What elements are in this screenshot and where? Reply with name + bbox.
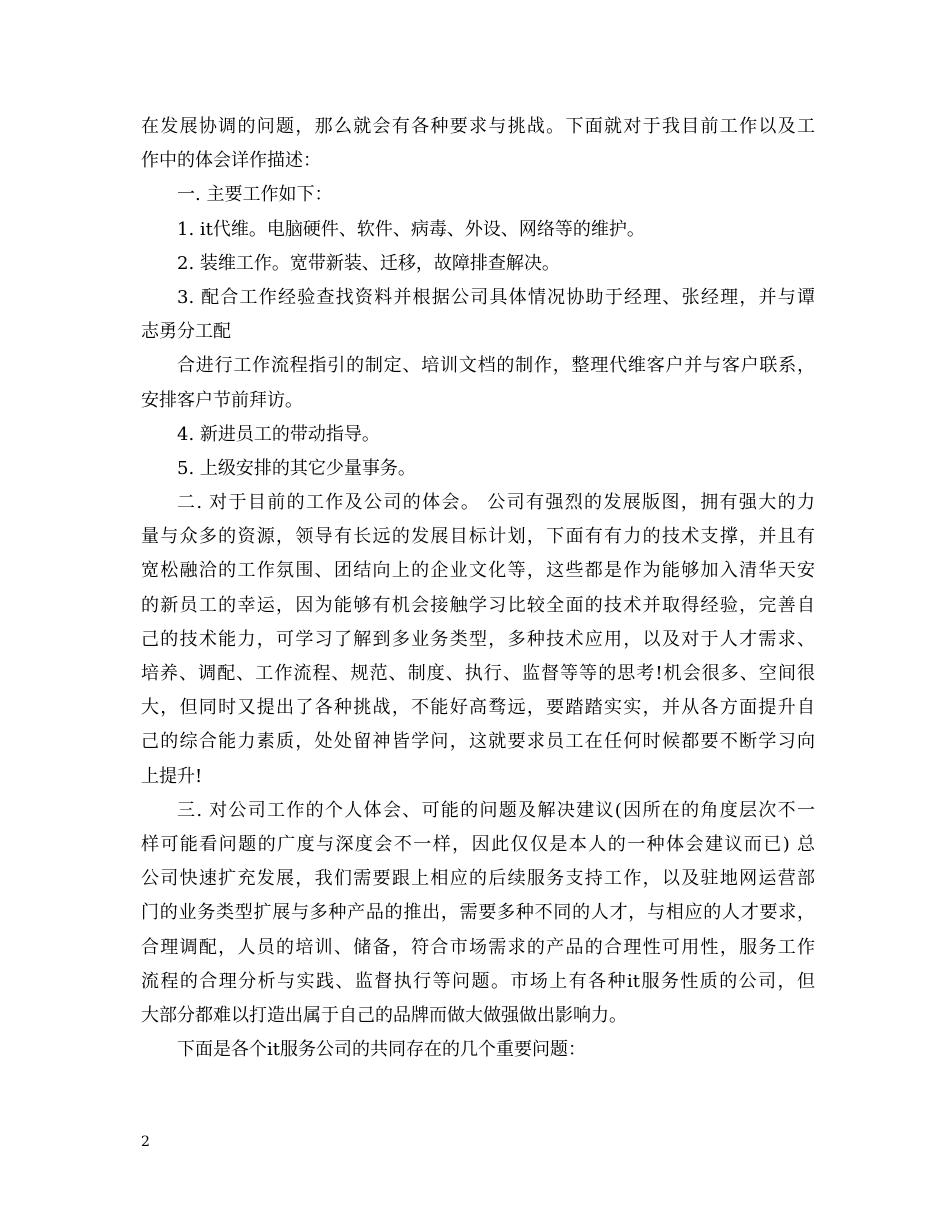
text-line: 大部分都难以打造出属于自己的品牌而做大做强做出影响力。 <box>141 1004 627 1026</box>
text-line: 流程的合理分析与实践、监督执行等问题。市场上有各种it服务性质的公司，但 <box>141 970 815 992</box>
text-line: 量与众多的资源，领导有长远的发展目标计划，下面有有力的技术支撑，并且有 <box>141 526 815 548</box>
text-line: 一. 主要工作如下： <box>177 184 333 206</box>
text-line: 门的业务类型扩展与多种产品的推出，需要多种不同的人才，与相应的人才要求， <box>141 902 815 924</box>
text-line: 己的综合能力素质，处处留神皆学问，这就要求员工在任何时候都要不断学习向 <box>141 731 815 753</box>
text-line: 上提升! <box>141 765 203 787</box>
text-line: 三. 对公司工作的个人体会、可能的问题及解决建议(因所在的角度层次不一 <box>177 799 815 821</box>
text-line: 合进行工作流程指引的制定、培训文档的制作，整理代维客户并与客户联系， <box>177 355 815 377</box>
text-line: 公司快速扩充发展，我们需要跟上相应的后续服务支持工作，以及驻地网运营部 <box>141 868 815 890</box>
text-line: 样可能看问题的广度与深度会不一样，因此仅仅是本人的一种体会建议而已) 总 <box>141 833 815 855</box>
text-line: 下面是各个it服务公司的共同存在的几个重要问题： <box>177 1039 586 1061</box>
text-line: 二. 对于目前的工作及公司的体会。 公司有强烈的发展版图，拥有强大的力 <box>177 492 815 514</box>
text-line: 在发展协调的问题，那么就会有各种要求与挑战。下面就对于我目前工作以及工 <box>141 116 815 137</box>
text-line: 大，但同时又提出了各种挑战，不能好高骛远，要踏踏实实，并从各方面提升自 <box>141 697 815 719</box>
text-line: 合理调配，人员的培训、储备，符合市场需求的产品的合理性可用性，服务工作 <box>141 936 815 958</box>
text-line: 5. 上级安排的其它少量事务。 <box>177 457 416 479</box>
text-line: 1. it代维。电脑硬件、软件、病毒、外设、网络等的维护。 <box>177 218 645 240</box>
text-line: 3. 配合工作经验查找资料并根据公司具体情况协助于经理、张经理，并与谭 <box>177 286 815 308</box>
text-line: 志勇分工配 <box>141 321 231 343</box>
text-line: 安排客户节前拜访。 <box>141 389 303 411</box>
page-number: 2 <box>141 1134 150 1150</box>
text-line: 作中的体会详作描述： <box>141 150 321 172</box>
text-line: 的新员工的幸运，因为能够有机会接触学习比较全面的技术并取得经验，完善自 <box>141 594 815 616</box>
body-text <box>141 110 815 1067</box>
text-line: 4. 新进员工的带动指导。 <box>177 423 380 445</box>
text-line: 2. 装维工作。宽带新装、迁移，故障排查解决。 <box>177 252 560 274</box>
text-line: 宽松融洽的工作氛围、团结向上的企业文化等，这些都是作为能够加入清华天安 <box>141 560 815 582</box>
text-line: 己的技术能力，可学习了解到多业务类型，多种技术应用，以及对于人才需求、 <box>141 628 815 650</box>
text-line: 培养、调配、工作流程、规范、制度、执行、监督等等的思考!机会很多、空间很 <box>141 663 815 684</box>
